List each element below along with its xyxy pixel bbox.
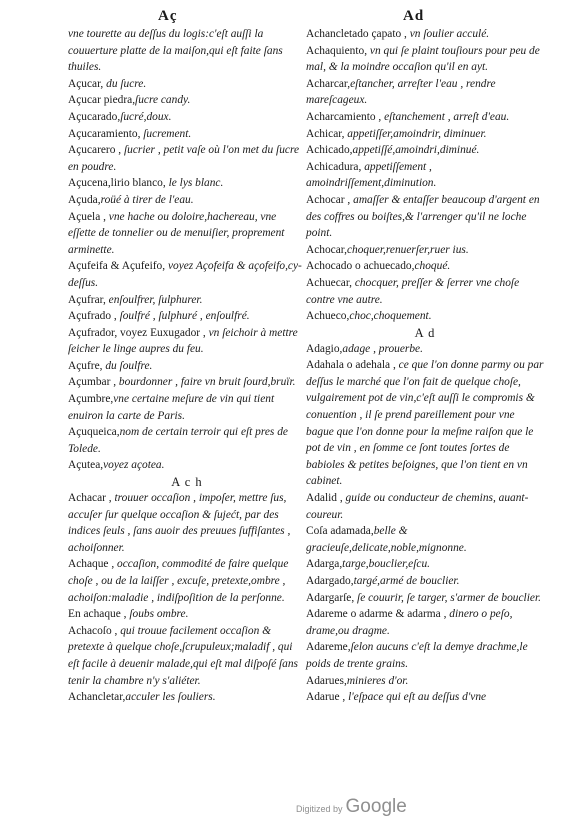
dictionary-entry: [306, 43, 544, 76]
headword: Açufrador, voyez Euxugador ,: [68, 326, 206, 339]
dictionary-entry: [68, 689, 306, 706]
headword: Achancletado çapato ,: [306, 28, 407, 40]
translation: du ſucre.: [103, 77, 147, 90]
translation: vne tourette au deſſus du logis:c'eſt auſſi la couuerture platte de la maiſon,qui eſt faite ſans thuiles.: [68, 28, 283, 74]
headword: Adargarſe,: [306, 591, 355, 604]
translation: vne hache ou doloire,hachereau, vne eſſette de tonnelier ou de menuiſier, proprement arminette.: [68, 210, 285, 256]
headword: Achicado,: [306, 144, 353, 157]
dictionary-entry: [68, 308, 306, 325]
headword: En achaque ,: [68, 608, 127, 621]
translation: targé,armé de bouclier.: [353, 575, 460, 587]
dictionary-entry: [306, 192, 544, 242]
headword: Adarga,: [306, 558, 343, 571]
translation: guide ou conducteur de chemins, auant-coureur.: [306, 492, 529, 521]
translation: ſoulfré , ſulphuré , enſoulfré.: [116, 310, 250, 323]
headword: Açutea,: [68, 459, 104, 472]
dictionary-entry: [306, 26, 544, 43]
headword: Adargado,: [306, 575, 354, 587]
dictionary-entry: [306, 606, 544, 639]
headword: Adagio,: [306, 342, 343, 355]
dictionary-entry: [68, 126, 306, 143]
dictionary-entry: [306, 341, 544, 358]
dictionary-entry: [306, 639, 544, 672]
headword: Açucarado,: [68, 110, 121, 123]
dictionary-entry: [306, 159, 544, 192]
translation: belle & gracieuſe,delicate,noble,mignonne.: [306, 525, 467, 554]
headword: Açufrado ,: [68, 310, 117, 323]
headword: Achaque ,: [68, 558, 115, 571]
dictionary-entry: [68, 358, 306, 375]
dictionary-entry: [68, 424, 306, 457]
headword: Açufre,: [68, 359, 103, 372]
right-column-header: Ad: [403, 8, 425, 24]
translation: eſtancher, arreſter l'eau , rendre mareſcageux.: [306, 77, 496, 107]
watermark-prefix: Digitized by: [296, 804, 343, 814]
dictionary-entry: [68, 92, 306, 109]
translation: roüé à tirer de l'eau.: [100, 193, 194, 206]
dictionary-entry: [68, 26, 306, 76]
translation: vn qui ſe plaint touſiours pour peu de mal, & la moindre occaſion qu'il en ayt.: [306, 44, 540, 74]
translation: appetiſſé,amoindri,diminué.: [352, 144, 480, 157]
headword: Açumbar ,: [68, 376, 117, 389]
headword: Achaquiento,: [306, 44, 368, 57]
translation: nom de certain terroir qui eſt pres de Tolede.: [68, 426, 288, 455]
dictionary-entry: [306, 142, 544, 159]
headword: Açucar piedra,: [68, 94, 136, 107]
dictionary-entry: [68, 623, 306, 689]
translation: ſucré,doux.: [120, 110, 172, 123]
dictionary-entry: [306, 556, 544, 573]
headword: Achocado o achuecado,: [306, 260, 415, 273]
translation: vn ſeichoir à mettre ſeicher le linge aupres du feu.: [68, 326, 298, 356]
translation: minieres d'or.: [346, 674, 409, 687]
dictionary-entry: [68, 391, 306, 424]
google-logo: Google: [345, 796, 407, 817]
translation: voyez Açofeifa & açofeifo,cy-deſſus.: [68, 260, 302, 289]
translation: amaſſer & entaſſer beaucoup d'argent en des coffres ou boiſtes,& l'arrenger qu'il ne loche point.: [306, 193, 540, 240]
right-column: [306, 26, 544, 706]
headword: Açuda,: [68, 193, 101, 206]
dictionary-entry: [68, 258, 306, 291]
headword: Achancletar,: [68, 691, 126, 704]
translation: vn ſoulier acculé.: [406, 28, 490, 40]
headword: Açufrar,: [68, 293, 106, 306]
translation: appetiſſer,amoindrir, diminuer.: [344, 127, 487, 140]
dictionary-entry: [68, 292, 306, 309]
translation: le lys blanc.: [165, 177, 224, 190]
translation: bourdonner , faire vn bruit ſourd,bruïr.: [116, 376, 296, 389]
headword: Adareme o adarme & adarma ,: [306, 608, 447, 621]
translation: ſucre candy.: [135, 94, 191, 107]
dictionary-entry: [68, 325, 306, 358]
headword: Adalid ,: [306, 492, 343, 505]
translation: choqué.: [414, 260, 451, 273]
dictionary-entry: [68, 457, 306, 474]
translation: adage , prouerbe.: [342, 342, 423, 355]
translation: choquer,renuerſer,ruer ius.: [346, 243, 469, 256]
dictionary-entry: [306, 689, 544, 706]
headword: Açufeifa & Açufeifo,: [68, 260, 166, 273]
headword: Acharcamiento ,: [306, 110, 382, 123]
dictionary-entry: [68, 374, 306, 391]
section-heading: A d: [414, 325, 436, 340]
section-heading: A c h: [171, 475, 203, 490]
translation: chocquer, preſſer & ſerrer vne choſe contre vne autre.: [306, 276, 520, 306]
dictionary-entry: [306, 275, 544, 308]
headword: Adareme,: [306, 641, 351, 654]
dictionary-entry: [68, 556, 306, 606]
translation: dinero o peſo, drame,ou dragme.: [306, 608, 513, 637]
headword: Achicar,: [306, 127, 345, 140]
dictionary-entry: [306, 357, 544, 490]
translation: ce que l'on donne parmy ou par deſſus le marché que l'on fait de quelque choſe, vulgairement pot de vin,c'eſt auſſi le compromis & conuention , il ſe prend pareillement pour vne bague que l'on donne pour la meſme raiſon que le pot de vin , en ſomme ce ſont toutes ſortes de babioles & petites beſoignes, que l'on tient en vn cabinet.: [306, 359, 544, 488]
dictionary-entry: [68, 142, 306, 175]
headword: Achocar,: [306, 243, 347, 256]
translation: ſoubs ombre.: [126, 608, 189, 621]
translation: ſe couurir, ſe targer, s'armer de bouclier.: [354, 591, 541, 604]
headword: Achuecar,: [306, 276, 353, 289]
headword: Achacar ,: [68, 492, 112, 505]
translation: voyez açotea.: [103, 459, 165, 472]
translation: appetiſſement , amoindriſſement,diminution.: [306, 160, 437, 190]
dictionary-entry: [306, 242, 544, 259]
dictionary-entry: [68, 606, 306, 623]
headword: Açuqueica,: [68, 426, 120, 439]
headword: Açucena,lirio blanco,: [68, 177, 166, 190]
headword: Coſa adamada,: [306, 525, 374, 538]
translation: enſoulfrer, ſulphurer.: [105, 293, 203, 306]
headword: Açucaramiento,: [68, 127, 141, 140]
dictionary-entry: [68, 192, 306, 209]
headword: Acharcar,: [306, 77, 351, 90]
dictionary-entry: [306, 490, 544, 523]
left-column-header: Aç: [158, 8, 178, 24]
translation: l'eſpace qui eſt au deſſus d'vne: [345, 691, 487, 704]
dictionary-entry: [68, 76, 306, 93]
headword: Açucar,: [68, 77, 104, 90]
dictionary-entry: [306, 590, 544, 607]
translation: occaſion, commodité de faire quelque choſe , ou de la laiſſer , excuſe, pretexte,ombre , achoiſon:maladie , indiſpoſition de la perſonne.: [68, 558, 289, 604]
left-column: [68, 26, 306, 706]
headword: Achocar ,: [306, 193, 351, 206]
dictionary-entry: [68, 490, 306, 556]
translation: trouuer occaſion , impoſer, mettre ſus, accuſer ſur quelque occaſion & ſujećt, par des indices ſeuls , ſans auoir des preuues ſuffiſantes , achoiſonner.: [68, 492, 291, 554]
headword: Adahala o adehala ,: [306, 359, 396, 372]
translation: eſtanchement , arreſt d'eau.: [381, 110, 510, 123]
dictionary-entry: [306, 258, 544, 275]
translation: ſucrement.: [140, 127, 192, 140]
dictionary-entry: [306, 673, 544, 690]
headword: Açuela ,: [68, 210, 106, 223]
dictionary-entry: [306, 523, 544, 556]
headword: Açumbre,: [68, 393, 114, 406]
headword: Achacoſo ,: [68, 624, 118, 637]
headword: Açucarero ,: [68, 144, 122, 157]
dictionary-entry: [68, 175, 306, 192]
translation: ſucrier , petit vaſe où l'on met du ſucre en poudre.: [68, 144, 300, 173]
dictionary-entry: [306, 109, 544, 126]
dictionary-entry: [68, 109, 306, 126]
translation: du ſoulfre.: [102, 359, 153, 372]
translation: targe,bouclier,eſcu.: [342, 558, 431, 571]
translation: qui trouue facilement occaſion & pretexte à quelque choſe,ſcrupuleux;maladif , qui eſt facile à deuenir malade,qui eſt mal diſpoſé ſans tenir la chambre n'y s'aliéter.: [68, 624, 298, 687]
dictionary-entry: [306, 573, 544, 590]
google-watermark: [296, 796, 407, 818]
translation: choc,choquement.: [349, 310, 432, 323]
translation: acculer les ſouliers.: [125, 691, 216, 704]
translation: ſelon aucuns c'eſt la demye drachme,le poids de trente grains.: [306, 641, 528, 670]
dictionary-entry: [306, 76, 544, 109]
translation: vne certaine meſure de vin qui tient enuiron la carte de Paris.: [68, 393, 275, 422]
dictionary-entry: [306, 308, 544, 325]
headword: Achicadura,: [306, 160, 362, 173]
headword: Adarue ,: [306, 691, 346, 704]
headword: Adarues,: [306, 674, 347, 687]
dictionary-entry: [306, 126, 544, 143]
headword: Achueco,: [306, 310, 350, 323]
dictionary-entry: [68, 209, 306, 259]
